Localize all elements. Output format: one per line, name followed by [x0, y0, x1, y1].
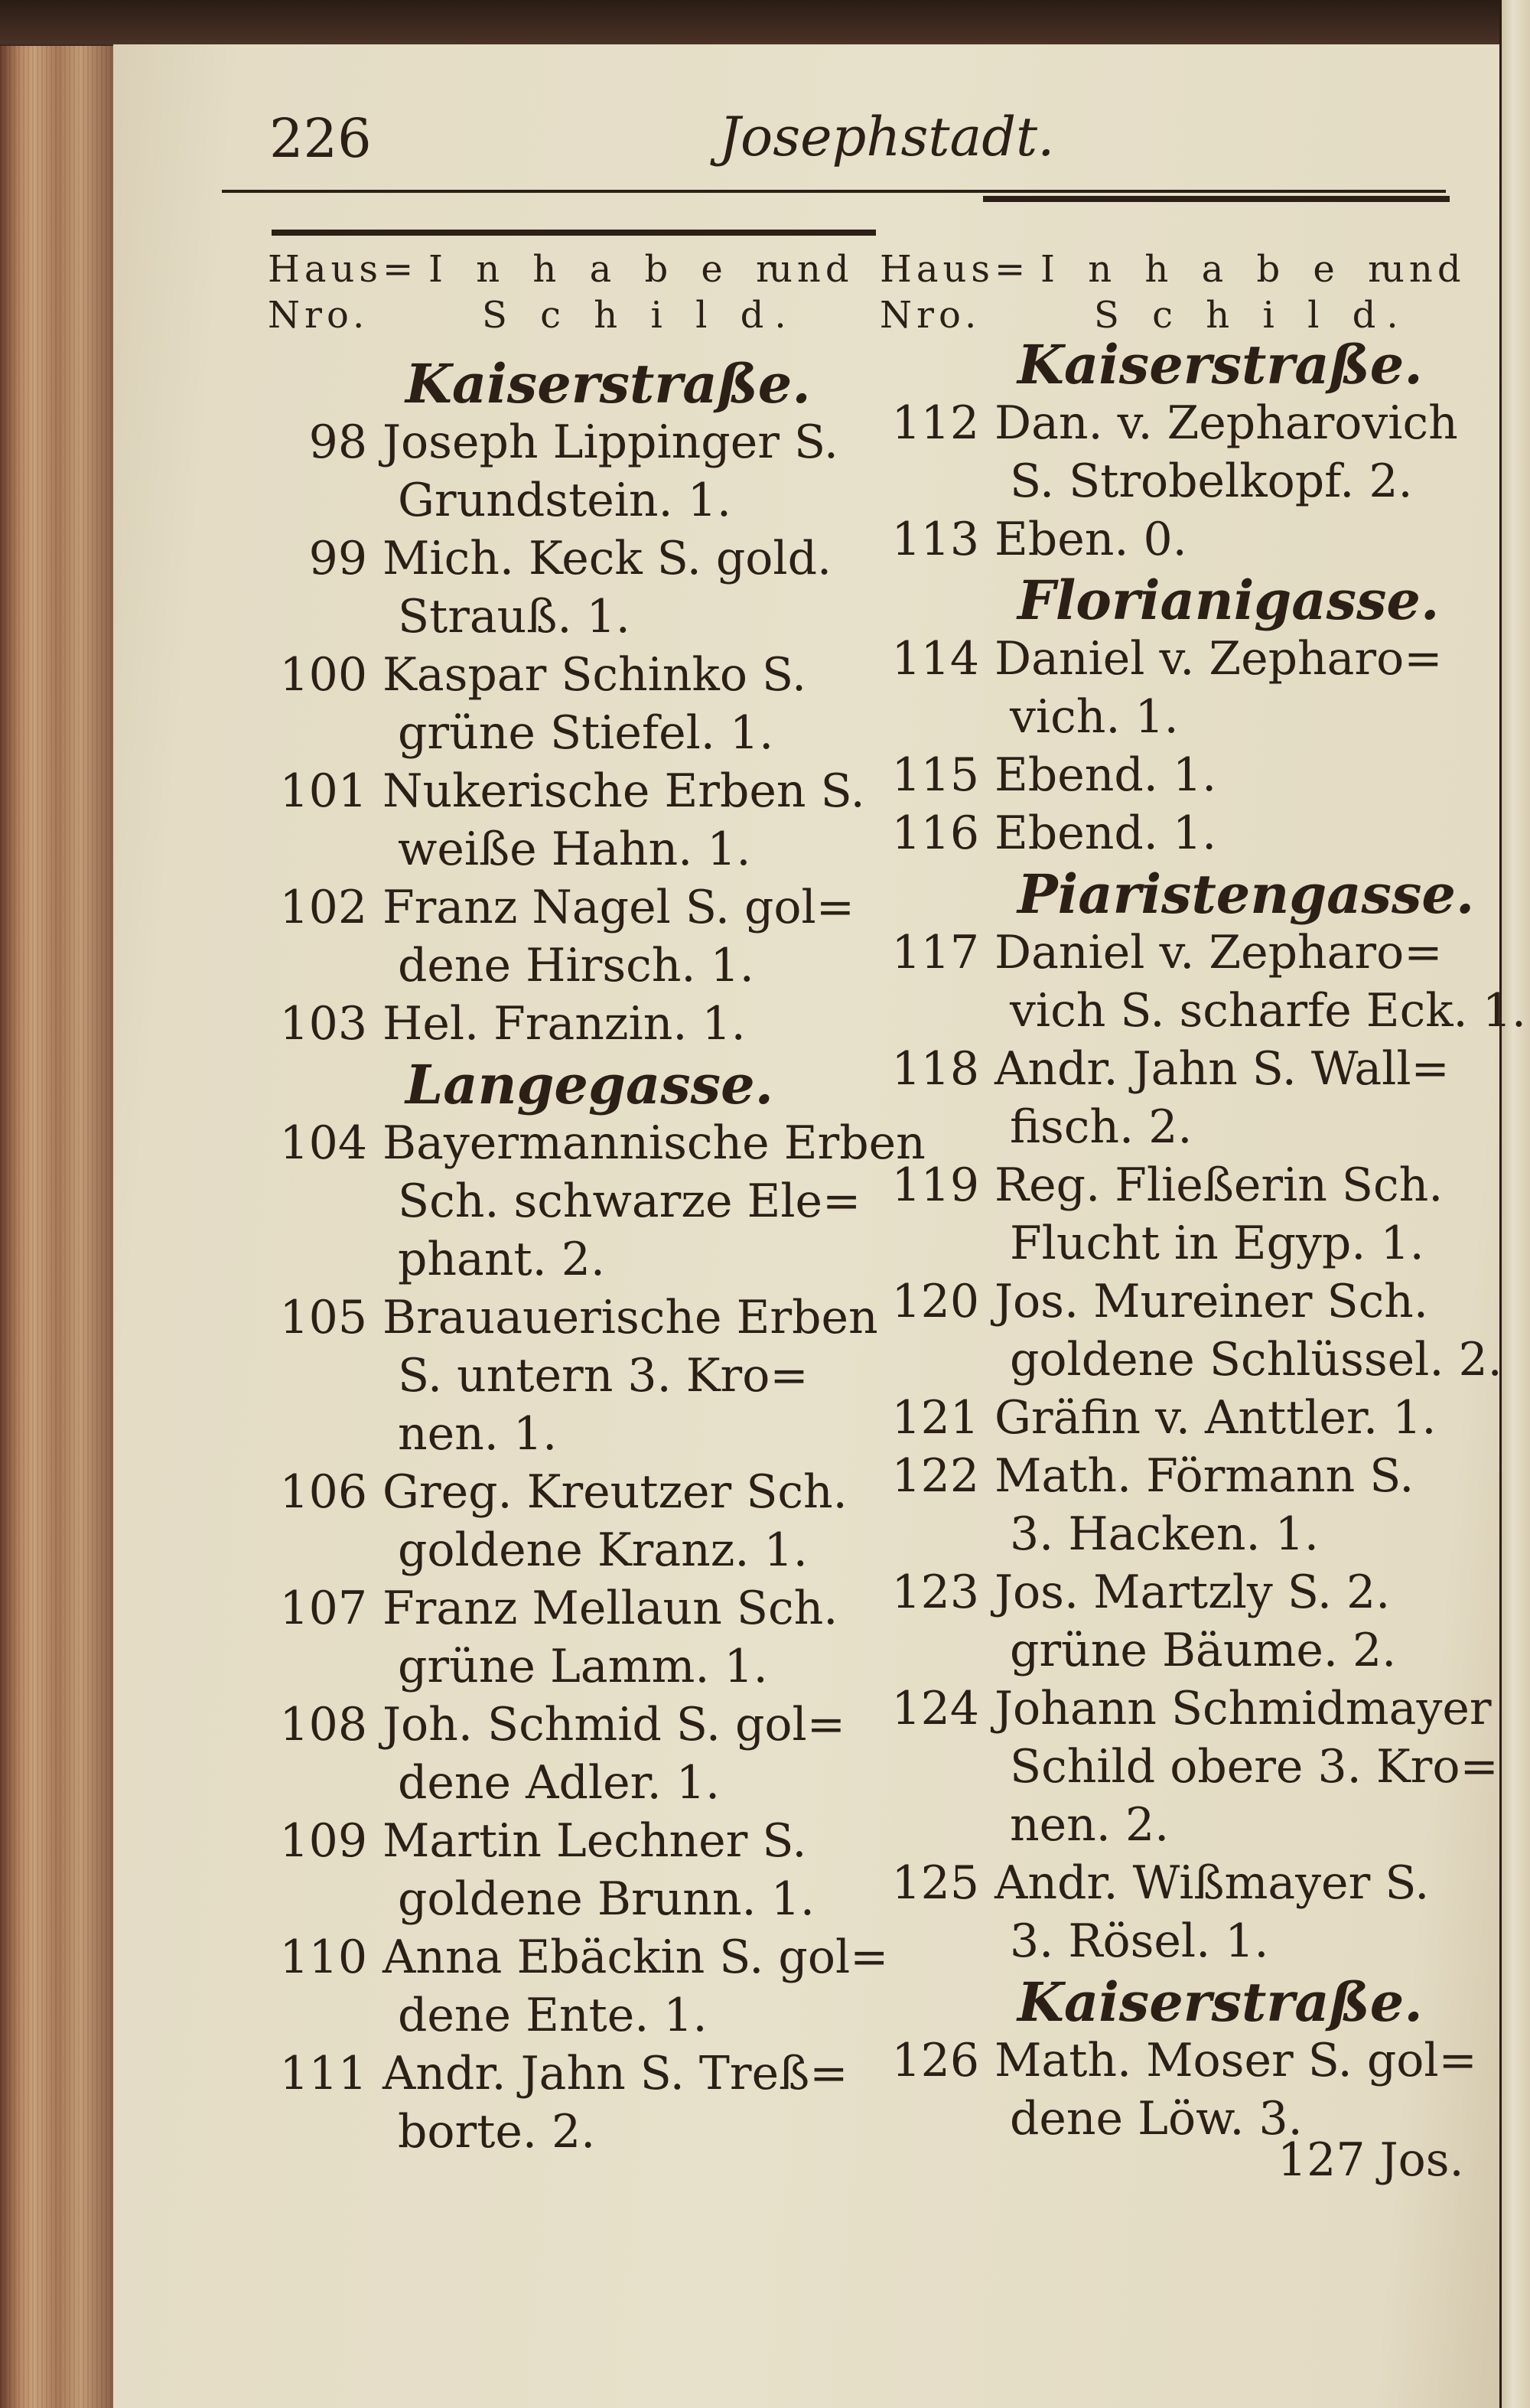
entry-line: Gräfin v. Anttler. 1.: [994, 1391, 1437, 1445]
book-page-edges: [0, 46, 115, 2408]
house-number: 102: [279, 881, 367, 934]
entry-line: Jos. Mureiner Sch.: [994, 1275, 1428, 1328]
column-header-und: und: [769, 248, 854, 291]
running-head: Josephstadt.: [719, 106, 1055, 168]
entry-line: Nukerische Erben S.: [382, 764, 865, 818]
entry-line: S. untern 3. Kro=: [398, 1349, 809, 1403]
entry-line: goldene Schlüssel. 2.: [1010, 1333, 1502, 1386]
entry-line: Math. Förmann S.: [994, 1449, 1414, 1503]
page-number: 226: [269, 107, 372, 170]
street-heading: Kaiserstraße.: [1017, 333, 1423, 396]
street-heading: Kaiserstraße.: [405, 352, 811, 415]
entry-line: phant. 2.: [398, 1233, 605, 1286]
entry-line: Andr. Jahn S. Treß=: [382, 2047, 848, 2100]
header-rule-left: [272, 230, 876, 236]
entry-line: Andr. Jahn S. Wall=: [994, 1042, 1450, 1096]
column-header-und: und: [1381, 248, 1466, 291]
house-number: 122: [891, 1449, 979, 1503]
entry-line: Joseph Lippinger S.: [382, 415, 838, 469]
entry-line: grüne Bäume. 2.: [1010, 1624, 1397, 1677]
house-number: 124: [891, 1682, 979, 1735]
header-rule-right: [983, 196, 1450, 202]
entry-line: borte. 2.: [398, 2105, 596, 2159]
house-number: 125: [891, 1856, 979, 1910]
entry-line: Sch. schwarze Ele=: [398, 1175, 861, 1228]
house-number: 117: [891, 926, 979, 979]
entry-line: S. Strobelkopf. 2.: [1010, 455, 1413, 508]
house-number: 119: [891, 1158, 979, 1212]
entry-line: dene Adler. 1.: [398, 1756, 721, 1810]
house-number: 110: [279, 1931, 367, 1984]
book-top-shadow: [0, 0, 1530, 44]
house-number: 106: [279, 1465, 367, 1519]
house-number: 99: [308, 532, 367, 585]
house-number: 123: [891, 1566, 979, 1619]
house-number: 111: [279, 2047, 367, 2100]
house-number: 98: [308, 415, 367, 469]
entry-line: Math. Moser S. gol=: [994, 2034, 1477, 2087]
next-page-strip: [1499, 0, 1530, 2408]
entry-line: 3. Hacken. 1.: [1010, 1507, 1319, 1561]
column-header-nro: Nro.: [268, 294, 369, 337]
house-number: 115: [891, 748, 979, 802]
column-header-schild: S c h i l d.: [482, 294, 797, 337]
entry-line: goldene Kranz. 1.: [398, 1523, 808, 1577]
entry-line: vich. 1.: [1010, 690, 1179, 744]
house-number: 108: [279, 1698, 367, 1751]
entry-line: Kaspar Schinko S.: [382, 648, 807, 702]
house-number: 120: [891, 1275, 979, 1328]
entry-line: 3. Rösel. 1.: [1010, 1914, 1269, 1968]
entry-line: nen. 1.: [398, 1407, 558, 1461]
entry-line: dene Löw. 3.: [1010, 2092, 1303, 2146]
entry-line: Eben. 0.: [994, 513, 1187, 566]
header-rule-top: [222, 190, 1446, 193]
entry-line: Franz Nagel S. gol=: [382, 881, 855, 934]
house-number: 113: [891, 513, 979, 566]
catchword: 127 Jos.: [1278, 2133, 1464, 2187]
column-header-nro: Nro.: [880, 294, 981, 337]
entry-line: Strauß. 1.: [398, 590, 630, 644]
house-number: 118: [891, 1042, 979, 1096]
entry-line: Mich. Keck S. gold.: [382, 532, 832, 585]
entry-line: vich S. scharfe Eck. 1.: [1010, 984, 1526, 1038]
column-header-inhaber: I n h a b e r: [1040, 248, 1397, 291]
entry-line: Martin Lechner S.: [382, 1814, 807, 1868]
street-heading: Piaristengasse.: [1017, 862, 1475, 926]
house-number: 112: [891, 396, 979, 450]
column-header-haus: Haus=: [268, 248, 418, 291]
entry-line: Andr. Wißmayer S.: [994, 1856, 1430, 1910]
entry-line: weiße Hahn. 1.: [398, 823, 751, 876]
entry-line: grüne Stiefel. 1.: [398, 706, 774, 760]
entry-line: dene Ente. 1.: [398, 1989, 708, 2042]
house-number: 100: [279, 648, 367, 702]
entry-line: Brauauerische Erben: [382, 1291, 878, 1344]
column-header-haus: Haus=: [880, 248, 1030, 291]
entry-line: nen. 2.: [1010, 1798, 1170, 1852]
house-number: 116: [891, 806, 979, 860]
house-number: 101: [279, 764, 367, 818]
street-heading: Langegasse.: [405, 1053, 773, 1116]
street-heading: Florianigasse.: [1017, 569, 1440, 632]
entry-line: Ebend. 1.: [994, 748, 1217, 802]
entry-line: Anna Ebäckin S. gol=: [382, 1931, 889, 1984]
entry-line: grüne Lamm. 1.: [398, 1640, 768, 1693]
column-header-schild: S c h i l d.: [1094, 294, 1409, 337]
entry-line: Grundstein. 1.: [398, 474, 731, 527]
entry-line: goldene Brunn. 1.: [398, 1872, 815, 1926]
street-heading: Kaiserstraße.: [1017, 1970, 1423, 2034]
entry-line: Hel. Franzin. 1.: [382, 997, 746, 1051]
entry-line: Reg. Fließerin Sch.: [994, 1158, 1444, 1212]
house-number: 121: [891, 1391, 979, 1445]
entry-line: Flucht in Egyp. 1.: [1010, 1217, 1424, 1270]
entry-line: Johann Schmidmayer: [994, 1682, 1492, 1735]
entry-line: Dan. v. Zepharovich: [994, 396, 1458, 450]
house-number: 114: [891, 632, 979, 686]
entry-line: Schild obere 3. Kro=: [1010, 1740, 1499, 1794]
entry-line: fisch. 2.: [1010, 1100, 1193, 1154]
entry-line: Daniel v. Zepharo=: [994, 926, 1443, 979]
house-number: 107: [279, 1582, 367, 1635]
entry-line: Ebend. 1.: [994, 806, 1217, 860]
house-number: 105: [279, 1291, 367, 1344]
house-number: 104: [279, 1116, 367, 1170]
house-number: 103: [279, 997, 367, 1051]
entry-line: Greg. Kreutzer Sch.: [382, 1465, 848, 1519]
house-number: 126: [891, 2034, 979, 2087]
house-number: 109: [279, 1814, 367, 1868]
entry-line: Bayermannische Erben: [382, 1116, 926, 1170]
entry-line: Jos. Martzly S. 2.: [994, 1566, 1391, 1619]
entry-line: Franz Mellaun Sch.: [382, 1582, 838, 1635]
entry-line: dene Hirsch. 1.: [398, 939, 754, 992]
entry-line: Joh. Schmid S. gol=: [382, 1698, 845, 1751]
column-header-inhaber: I n h a b e r: [428, 248, 785, 291]
entry-line: Daniel v. Zepharo=: [994, 632, 1443, 686]
